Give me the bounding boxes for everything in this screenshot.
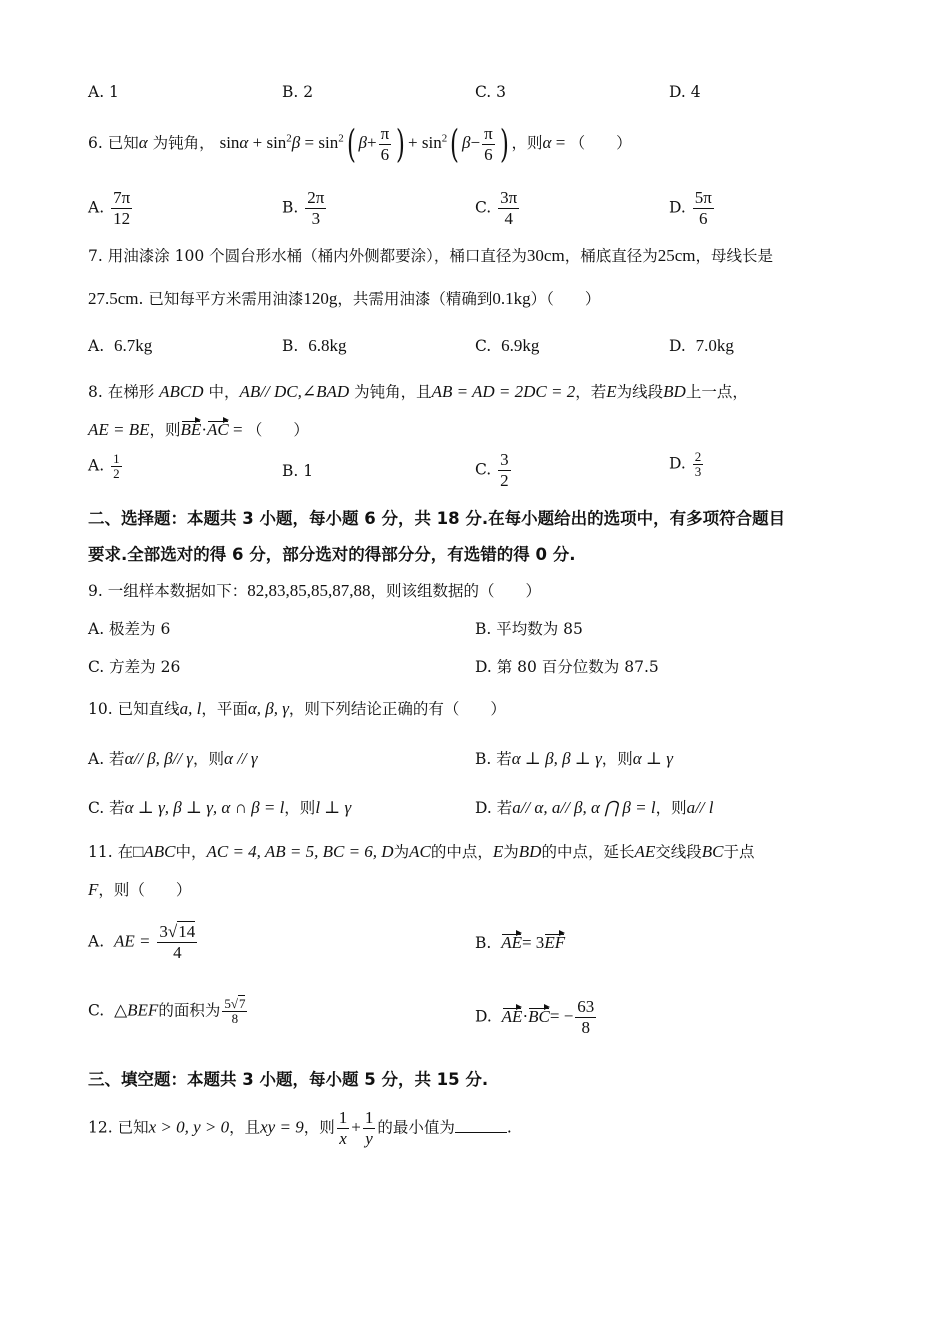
q11-option-b: B. AE= 3EF [475, 933, 566, 952]
vector-bc: BC [528, 1006, 550, 1026]
q11-stem-line1: 11. 在□ABC中，AC = 4, AB = 5, BC = 6, D为AC的中点，E为BD的中点，延长AE交线段BC于点 [88, 842, 755, 861]
q7-option-a: A. 6.7kg [88, 336, 153, 355]
q9-stem: 9. 一组样本数据如下：82,83,85,85,87,88，则该组数据的（ ） [88, 581, 541, 600]
q10-option-c: C. 若α ⊥ γ, β ⊥ γ, α ∩ β = l，则l ⊥ γ [88, 798, 352, 817]
q5-option-b: B. 2 [282, 83, 314, 101]
q9-option-c: C. 方差为 26 [88, 658, 181, 676]
section-2-heading-line1: 二、选择题：本题共 3 小题，每小题 6 分，共 18 分.在每小题给出的选项中，有多项符合题目 [88, 509, 786, 528]
q6-option-c: C. $\frac{3\pi}{4}$ [475, 188, 518, 228]
q11-option-d: D. AE·BC= − $\frac{63}{8}$ [475, 997, 595, 1037]
q7-stem-line1: 7. 用油漆涂 100 个圆台形水桶（桶内外侧都要涂），桶口直径为30cm，桶底直径为25cm，母线长是 [88, 246, 773, 265]
q7-stem-line2: 27.5cm. 已知每平方米需用油漆120g，共需用油漆（精确到0.1kg）（ ） [88, 289, 601, 308]
q12-stem: 12. 已知x > 0, y > 0，且xy = 9，则 $\frac{1}{x}$ + $\frac{1}{y}$ 的最小值为 . [88, 1108, 512, 1148]
q9-option-a: A. 极差为 6 [88, 620, 171, 638]
section-3-heading: 三、填空题：本题共 3 小题，每小题 5 分，共 15 分. [88, 1070, 489, 1089]
q8-option-c: C. $\frac{3}{2}$ [475, 450, 509, 490]
q8-option-b: B. 1 [282, 462, 314, 480]
q11-option-a: A. AE = $\frac{3√14}{4}$ [88, 922, 196, 962]
q7-option-c: C. 6.9kg [475, 336, 540, 355]
q11-option-c: C. △BEF的面积为 $\frac{5√7}{8}$ [88, 996, 246, 1026]
q8-option-d: D. $\frac{2}{3}$ [669, 449, 702, 479]
q8-stem-line1: 8. 在梯形 ABCD 中，AB// DC,∠BAD 为钝角，且AB = AD = 2DC = 2，若E为线段BD上一点， [88, 382, 748, 401]
q7-option-d: D. 7.0kg [669, 336, 734, 355]
q8-stem-line2: AE = BE，则BE·AC = （ ） [88, 420, 309, 439]
q10-stem: 10. 已知直线a, l，平面α, β, γ，则下列结论正确的有（ ） [88, 699, 506, 718]
section-2-heading-line2: 要求.全部选对的得 6 分，部分选对的得部分分，有选错的得 0 分. [88, 545, 576, 564]
q8-option-a: A. $\frac{1}{2}$ [88, 451, 120, 481]
answer-blank[interactable] [455, 1132, 507, 1133]
q9-option-b: B. 平均数为 85 [475, 620, 583, 638]
q6-option-d: D. $\frac{5\pi}{6}$ [669, 188, 712, 228]
vector-ef: EF [544, 933, 566, 952]
q10-option-b: B. 若α ⊥ β, β ⊥ γ，则α ⊥ γ [475, 749, 673, 768]
q9-option-d: D. 第 80 百分位数为 87.5 [475, 658, 659, 676]
q5-option-d: D. 4 [669, 83, 701, 101]
q6-option-b: B. $\frac{2\pi}{3}$ [282, 188, 325, 228]
q10-option-a: A. 若α// β, β// γ，则α // γ [88, 749, 258, 768]
q5-option-a: A. 1 [88, 83, 119, 101]
q7-option-b: B. 6.8kg [282, 336, 347, 355]
q6-stem: 6. 已知α 为钝角， $\sin\alpha + \sin^2\beta = \sin^2$( β+ $\frac{\pi}{6}$ ) + $\sin^2$( β− $\frac{\pi}{6}$ ) ，则α = （ ） [88, 122, 632, 166]
q6-option-a: A. $\frac{7\pi}{12}$ [88, 188, 131, 228]
vector-be: BE [180, 420, 202, 439]
vector-ae: AE [501, 1006, 523, 1026]
q10-option-d: D. 若a// α, a// β, α ⋂ β = l，则a// l [475, 798, 714, 817]
vector-ac: AC [206, 420, 229, 439]
q11-stem-line2: F，则（ ） [88, 880, 192, 899]
vector-ae: AE [501, 933, 522, 952]
q5-option-c: C. 3 [475, 83, 507, 101]
